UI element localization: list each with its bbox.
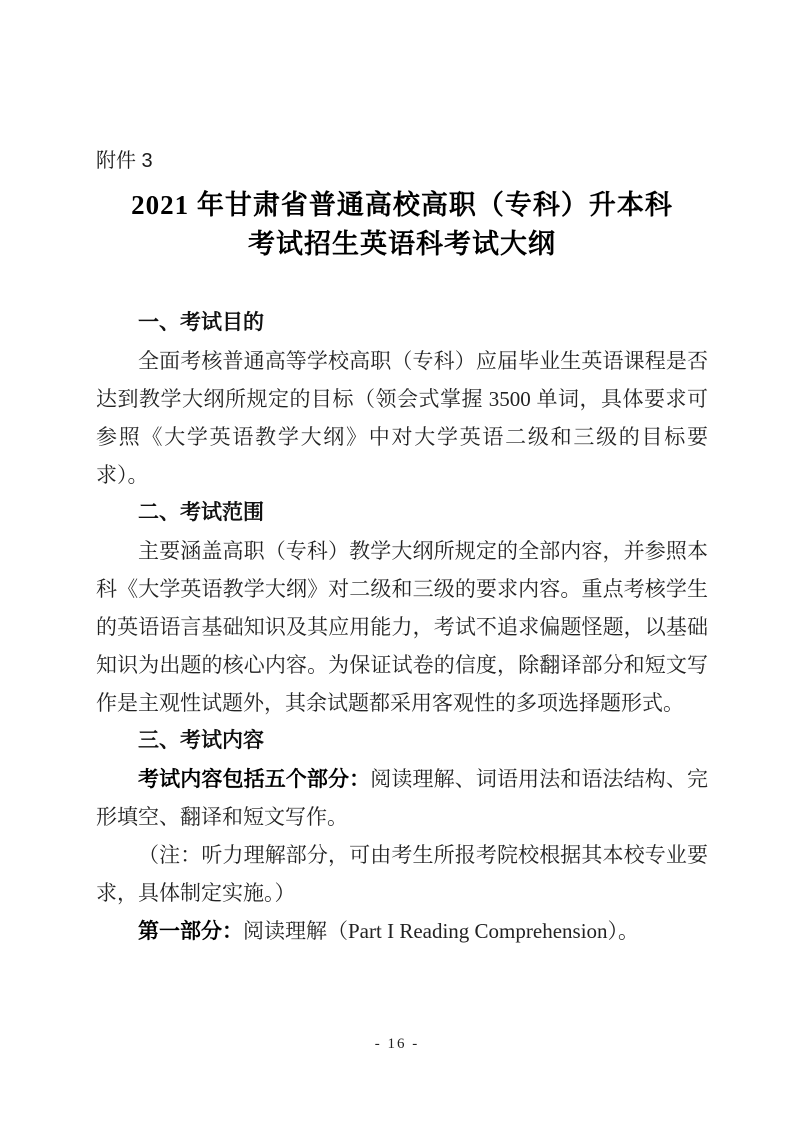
paragraph-text: 阅读理解（Part I Reading Comprehension）。 <box>243 919 640 943</box>
paragraph-exam-purpose <box>96 342 708 494</box>
paragraph-five-parts <box>96 760 708 836</box>
paragraph-lead-bold: 第一部分： <box>138 919 243 943</box>
paragraph-listening-note <box>96 836 708 912</box>
document-title-line-2: 考试招生英语科考试大纲 <box>248 229 556 259</box>
section-heading-exam-purpose: 一、考试目的 <box>138 311 264 334</box>
paragraph-text: 主要涵盖高职（专科）教学大纲所规定的全部内容，并参照本科《大学英语教学大纲》对二级和三级的要求内容。重点考核学生的英语语言基础知识及其应用能力，考试不追求偏题怪题，以基础知识为出题的核心内容。为保证试卷的信度，除翻译部分和短文写作是主观性试题外，其余试题都采用客观性的多项选择题形式。 <box>96 539 708 715</box>
document-title-line-1: 2021 年甘肃省普通高校高职（专科）升本科 <box>131 190 673 220</box>
paragraph-lead-bold: 考试内容包括五个部分： <box>138 767 371 791</box>
paragraph-exam-scope <box>96 532 708 722</box>
section-heading-exam-content: 三、考试内容 <box>138 729 264 752</box>
paragraph-part-one-reading <box>96 912 708 950</box>
paragraph-text: （注：听力理解部分，可由考生所报考院校根据其本校专业要求，具体制定实施。） <box>96 843 708 905</box>
section-heading-exam-scope: 二、考试范围 <box>138 501 264 524</box>
attachment-label: 附件 3 <box>96 150 153 172</box>
page-number: - 16 - <box>374 1036 420 1052</box>
paragraph-text: 阅读理解、词语用法和语法结构、完形填空、翻译和短文写作。 <box>96 767 709 829</box>
paragraph-text: 全面考核普通高等学校高职（专科）应届毕业生英语课程是否达到教学大纲所规定的目标（领会式掌握 3500 单词，具体要求可参照《大学英语教学大纲》中对大学英语二级和三级的目标要求）。 <box>96 349 708 487</box>
document-content <box>96 148 708 950</box>
